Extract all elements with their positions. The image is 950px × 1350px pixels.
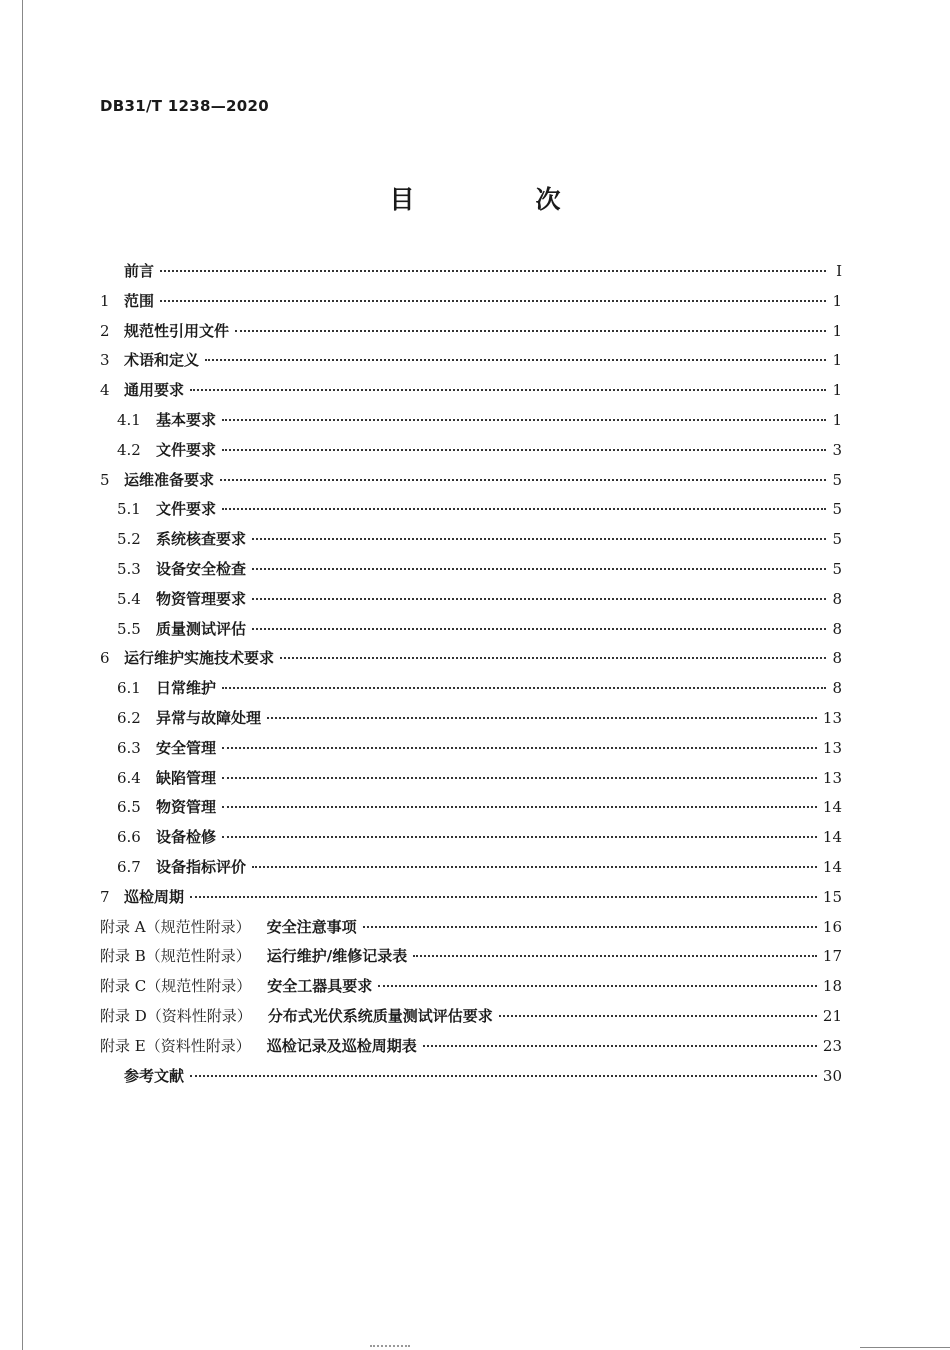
toc-entry[interactable] bbox=[100, 972, 842, 1002]
toc-leader-dots bbox=[160, 270, 826, 272]
toc-entry-page: 5 bbox=[832, 530, 842, 549]
toc-entry-page: Ⅰ bbox=[836, 262, 842, 280]
toc-entry-label: 分布式光伏系统质量测试评估要求 bbox=[267, 1006, 493, 1025]
toc-entry[interactable] bbox=[100, 764, 842, 794]
toc-leader-dots bbox=[222, 419, 826, 421]
toc-entry[interactable] bbox=[100, 436, 842, 466]
toc-entry-number: 附录 C（规范性附录） bbox=[100, 977, 252, 996]
toc-entry-number: 6.2 bbox=[117, 708, 141, 727]
toc-entry-number: 附录 D（资料性附录） bbox=[100, 1006, 252, 1025]
toc-entry-page: 13 bbox=[822, 738, 842, 757]
toc-leader-dots bbox=[413, 955, 817, 957]
toc-entry-label: 文件要求 bbox=[156, 500, 217, 519]
toc-leader-dots bbox=[190, 896, 817, 898]
toc-entry-label: 基本要求 bbox=[156, 410, 217, 429]
toc-entry-page: 1 bbox=[832, 381, 842, 400]
toc-entry-page: 3 bbox=[832, 440, 842, 459]
toc-entry-number: 7 bbox=[100, 887, 110, 906]
toc-leader-dots bbox=[280, 657, 826, 659]
toc-leader-dots bbox=[363, 926, 817, 928]
toc-leader-dots bbox=[160, 300, 826, 302]
toc-leader-dots bbox=[222, 777, 817, 779]
toc-entry[interactable] bbox=[100, 317, 842, 347]
toc-entry-number: 4.1 bbox=[117, 410, 141, 429]
toc-entry-label: 安全管理 bbox=[156, 738, 217, 757]
toc-entry-label: 日常维护 bbox=[156, 679, 217, 698]
toc-entry-page: 1 bbox=[832, 351, 842, 370]
toc-leader-dots bbox=[205, 359, 826, 361]
toc-entry-page: 13 bbox=[822, 768, 842, 787]
toc-entry[interactable] bbox=[100, 1032, 842, 1062]
toc-entry-label: 运行维护/维修记录表 bbox=[266, 947, 408, 966]
toc-entry-label: 安全工器具要求 bbox=[267, 977, 373, 996]
toc-entry-page: 15 bbox=[822, 887, 842, 906]
toc-leader-dots bbox=[378, 985, 817, 987]
toc-leader-dots bbox=[222, 747, 817, 749]
toc-entry-label: 系统核查要求 bbox=[156, 530, 247, 549]
toc-leader-dots bbox=[252, 628, 826, 630]
toc-entry-label: 参考文献 bbox=[124, 1066, 185, 1085]
toc-entry-number: 6.3 bbox=[117, 738, 141, 757]
toc-entry-page: 14 bbox=[822, 798, 842, 817]
toc-leader-dots bbox=[222, 687, 826, 689]
toc-entry[interactable] bbox=[100, 287, 842, 317]
toc-entry-label: 范围 bbox=[124, 291, 155, 310]
toc-entry-number: 6 bbox=[100, 649, 110, 668]
toc-entry-page: 13 bbox=[822, 708, 842, 727]
toc-entry-number: 5.3 bbox=[117, 559, 141, 578]
toc-leader-dots bbox=[252, 866, 817, 868]
toc-leader-dots bbox=[423, 1045, 817, 1047]
toc-entry[interactable] bbox=[100, 615, 842, 645]
toc-entry-label: 设备指标评价 bbox=[156, 857, 247, 876]
toc-entry-number: 4 bbox=[100, 381, 110, 400]
toc-leader-dots bbox=[190, 389, 826, 391]
standard-code: DB31/T 1238—2020 bbox=[100, 97, 269, 115]
toc-entry[interactable] bbox=[100, 525, 842, 555]
toc-entry[interactable] bbox=[100, 495, 842, 525]
toc-entry-label: 巡检记录及巡检周期表 bbox=[266, 1036, 417, 1055]
toc-entry-page: 14 bbox=[822, 857, 842, 876]
toc-entry-page: 8 bbox=[832, 679, 842, 698]
toc-entry[interactable] bbox=[100, 346, 842, 376]
toc-entry[interactable] bbox=[100, 942, 842, 972]
toc-entry-label: 前言 bbox=[124, 262, 155, 280]
toc-entry[interactable] bbox=[100, 674, 842, 704]
toc-entry-number: 4.2 bbox=[117, 440, 141, 459]
toc-entry[interactable] bbox=[100, 793, 842, 823]
toc-entry-page: 18 bbox=[822, 977, 842, 996]
toc-entry-label: 缺陷管理 bbox=[156, 768, 217, 787]
toc-entry-number: 3 bbox=[100, 351, 110, 370]
toc-entry-label: 异常与故障处理 bbox=[156, 708, 262, 727]
toc-entry-label: 规范性引用文件 bbox=[124, 321, 230, 340]
toc-entry-label: 运维准备要求 bbox=[124, 470, 215, 489]
toc-entry[interactable] bbox=[100, 734, 842, 764]
toc-entry-label: 运行维护实施技术要求 bbox=[124, 649, 275, 668]
toc-leader-dots bbox=[252, 538, 826, 540]
toc-entry[interactable] bbox=[100, 823, 842, 853]
toc-entry-label: 安全注意事项 bbox=[266, 917, 357, 936]
toc-entry-page: 5 bbox=[832, 500, 842, 519]
toc-entry[interactable] bbox=[100, 1002, 842, 1032]
toc-entry[interactable] bbox=[100, 585, 842, 615]
footer-page-mark bbox=[370, 1343, 410, 1347]
toc-entry-number: 5 bbox=[100, 470, 110, 489]
toc-leader-dots bbox=[222, 449, 826, 451]
toc-entry-number: 附录 B（规范性附录） bbox=[100, 947, 251, 966]
toc-entry-label: 质量测试评估 bbox=[156, 619, 247, 638]
toc-entry[interactable] bbox=[100, 704, 842, 734]
toc-entry[interactable] bbox=[100, 376, 842, 406]
toc-entry[interactable] bbox=[100, 466, 842, 496]
toc-entry[interactable] bbox=[100, 555, 842, 585]
toc-entry-label: 术语和定义 bbox=[124, 351, 200, 370]
toc-entry-label: 巡检周期 bbox=[124, 887, 185, 906]
toc-entry[interactable] bbox=[100, 853, 842, 883]
toc-leader-dots bbox=[222, 806, 817, 808]
toc-leader-dots bbox=[267, 717, 817, 719]
toc-entry-page: 17 bbox=[822, 947, 842, 966]
toc-entry-number: 5.5 bbox=[117, 619, 141, 638]
toc-entry-page: 8 bbox=[832, 589, 842, 608]
toc-entry-number: 5.1 bbox=[117, 500, 141, 519]
toc-entry-label: 文件要求 bbox=[156, 440, 217, 459]
toc-leader-dots bbox=[252, 598, 826, 600]
toc-entry-page: 16 bbox=[822, 917, 842, 936]
toc-entry-page: 1 bbox=[832, 410, 842, 429]
toc-entry-page: 23 bbox=[822, 1036, 842, 1055]
toc-entry-number: 附录 A（规范性附录） bbox=[100, 917, 251, 936]
toc-entry-number: 1 bbox=[100, 291, 110, 310]
toc-entry-page: 5 bbox=[832, 559, 842, 578]
toc-entry[interactable] bbox=[100, 883, 842, 913]
toc-entry-label: 物资管理要求 bbox=[156, 589, 247, 608]
toc-entry-number: 5.2 bbox=[117, 530, 141, 549]
toc-entry[interactable] bbox=[100, 913, 842, 943]
toc-entry-number: 6.4 bbox=[117, 768, 141, 787]
toc-entry-number: 6.5 bbox=[117, 798, 141, 817]
toc-leader-dots bbox=[499, 1015, 817, 1017]
toc-entry[interactable] bbox=[100, 1062, 842, 1092]
toc-entry-page: 8 bbox=[832, 649, 842, 668]
toc-entry-number: 5.4 bbox=[117, 589, 141, 608]
toc-leader-dots bbox=[222, 508, 826, 510]
page-title: 目 次 bbox=[389, 185, 609, 214]
toc-entry-page: 14 bbox=[822, 828, 842, 847]
toc-entry-number: 2 bbox=[100, 321, 110, 340]
page-edge-bottom bbox=[860, 1347, 950, 1348]
toc-leader-dots bbox=[235, 330, 826, 332]
toc-leader-dots bbox=[190, 1075, 817, 1077]
toc-entry-page: 8 bbox=[832, 619, 842, 638]
toc-entry-label: 通用要求 bbox=[124, 381, 185, 400]
toc-entry-page: 30 bbox=[822, 1066, 842, 1085]
toc-entry-label: 物资管理 bbox=[156, 798, 217, 817]
table-of-contents bbox=[100, 257, 842, 1091]
toc-entry-label: 设备安全检查 bbox=[156, 559, 247, 578]
toc-entry-number: 6.6 bbox=[117, 828, 141, 847]
toc-entry[interactable] bbox=[100, 257, 842, 287]
toc-entry-page: 21 bbox=[822, 1006, 842, 1025]
toc-leader-dots bbox=[252, 568, 826, 570]
toc-entry-page: 1 bbox=[832, 321, 842, 340]
toc-entry[interactable] bbox=[100, 406, 842, 436]
toc-leader-dots bbox=[220, 479, 826, 481]
toc-entry-label: 设备检修 bbox=[156, 828, 217, 847]
toc-leader-dots bbox=[222, 836, 817, 838]
toc-entry-number: 6.1 bbox=[117, 679, 141, 698]
toc-entry-page: 5 bbox=[832, 470, 842, 489]
toc-entry-page: 1 bbox=[832, 291, 842, 310]
toc-entry-number: 6.7 bbox=[117, 857, 141, 876]
toc-entry-number: 附录 E（资料性附录） bbox=[100, 1036, 251, 1055]
toc-entry[interactable] bbox=[100, 644, 842, 674]
